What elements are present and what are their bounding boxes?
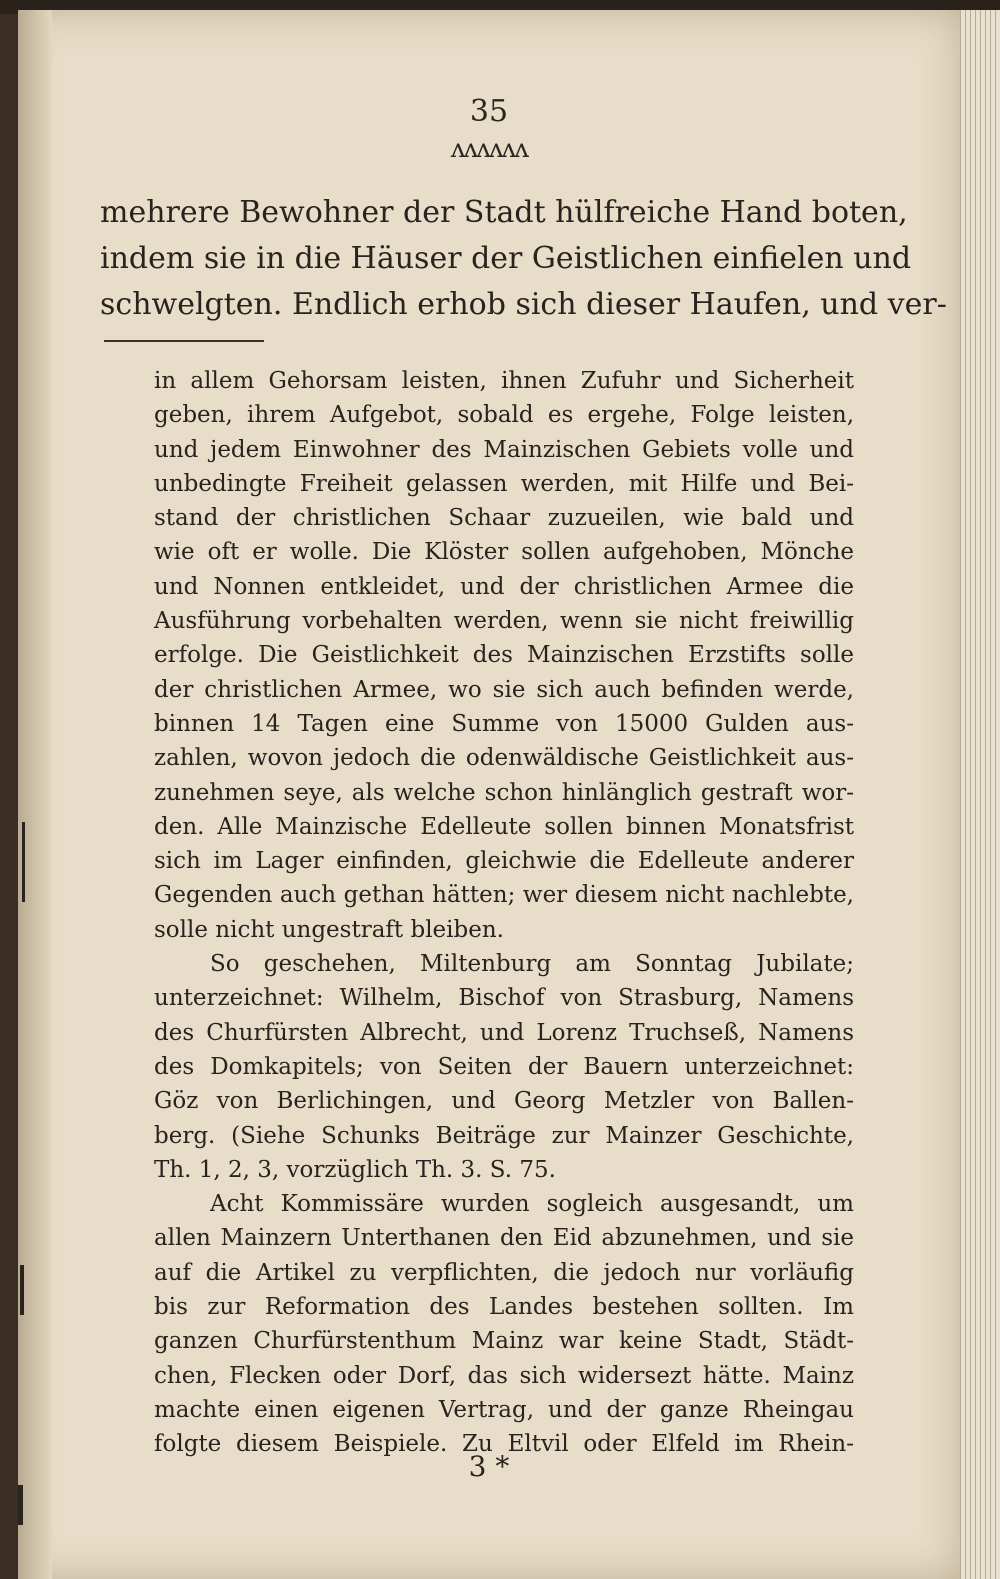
footnote-line: ganzen Churfürstenthum Mainz war keine Stadt, Städt- [154,1328,854,1355]
footnote-text [154,364,854,1462]
footnote-line: So geschehen, Miltenburg am Sonntag Jubilate; [210,951,854,978]
footnote-line: Th. 1, 2, 3, vorzüglich Th. 3. S. 75. [154,1156,556,1183]
main-text [100,190,947,328]
page-number: 35 [469,94,509,129]
footnote-line: Gegenden auch gethan hätten; wer diesem nicht nachlebte, [154,882,854,909]
main-line: schwelgten. Endlich erhob sich dieser Haufen, und ver- [100,287,947,322]
page-edges [956,10,1000,1579]
binding-mark [18,1485,23,1525]
footnote-line: allen Mainzern Unterthanen den Eid abzunehmen, und sie [154,1225,854,1252]
footnote-line: zahlen, wovon jedoch die odenwäldische Geistlichkeit aus- [154,745,854,772]
footnote-line: der christlichen Armee, wo sie sich auch befinden werde, [154,676,854,703]
footnote-rule [104,340,264,342]
binding-mark [20,1265,24,1315]
footnote-line: binnen 14 Tagen eine Summe von 15000 Gulden aus- [154,710,854,737]
footnote-line: und jedem Einwohner des Mainzischen Gebiets volle und [154,436,854,463]
main-line: mehrere Bewohner der Stadt hülfreiche Hand boten, [100,195,908,230]
footnote-line: zunehmen seye, als welche schon hinlänglich gestraft wor- [154,779,854,806]
footnote-line: erfolge. Die Geistlichkeit des Mainzischen Erzstifts solle [154,642,854,669]
footnote-line: in allem Gehorsam leisten, ihnen Zufuhr und Sicherheit [154,368,854,394]
footnote-line: Göz von Berlichingen, und Georg Metzler von Ballen- [154,1088,854,1115]
footnote-line: unbedingte Freiheit gelassen werden, mit Hilfe und Bei- [154,470,854,497]
book-page [18,10,960,1579]
footnote-line: Ausführung vorbehalten werden, wenn sie nicht freiwillig [154,608,854,635]
footnote-line: bis zur Reformation des Landes bestehen sollten. Im [154,1294,854,1321]
page-gutter [18,10,52,1579]
footnote-line: sich im Lager einfinden, gleichwie die Edelleute anderer [154,848,854,875]
footnote-line: chen, Flecken oder Dorf, das sich widersezt hätte. Mainz [154,1362,854,1389]
footnote-line: berg. (Siehe Schunks Beiträge zur Mainzer Geschichte, [154,1122,854,1149]
footnote-line: wie oft er wolle. Die Klöster sollen aufgehoben, Mönche [154,539,854,566]
header-ornament: ᴧᴧᴧᴧᴧᴧ [450,134,528,164]
footnote-line: stand der christlichen Schaar zuzueilen, wie bald und [154,505,854,532]
footnote-line: unterzeichnet: Wilhelm, Bischof von Strasburg, Namens [154,985,854,1012]
footnote-line: solle nicht ungestraft bleiben. [154,916,504,943]
footnote-line: des Churfürsten Albrecht, und Lorenz Truchseß, Namens [154,1019,854,1046]
footnote-line: auf die Artikel zu verpflichten, die jedoch nur vorläufig [154,1259,854,1286]
footnote-line: den. Alle Mainzische Edelleute sollen binnen Monatsfrist [154,813,854,840]
binding-mark [22,822,25,902]
footnote-line: des Domkapitels; von Seiten der Bauern unterzeichnet: [154,1053,854,1080]
footnote-line: und Nonnen entkleidet, und der christlichen Armee die [154,573,854,600]
footnote-line: machte einen eigenen Vertrag, und der ganze Rheingau [154,1396,854,1423]
main-line: indem sie in die Häuser der Geistlichen einfielen und [100,241,912,276]
footnote-line: Acht Kommissäre wurden sogleich ausgesandt, um [210,1191,854,1218]
signature-mark: 3 * [468,1450,510,1483]
footnote-line: geben, ihrem Aufgebot, sobald es ergehe, Folge leisten, [154,402,854,429]
footnote-line: folgte diesem Beispiele. Zu Eltvil oder Elfeld im Rhein- [154,1431,854,1458]
